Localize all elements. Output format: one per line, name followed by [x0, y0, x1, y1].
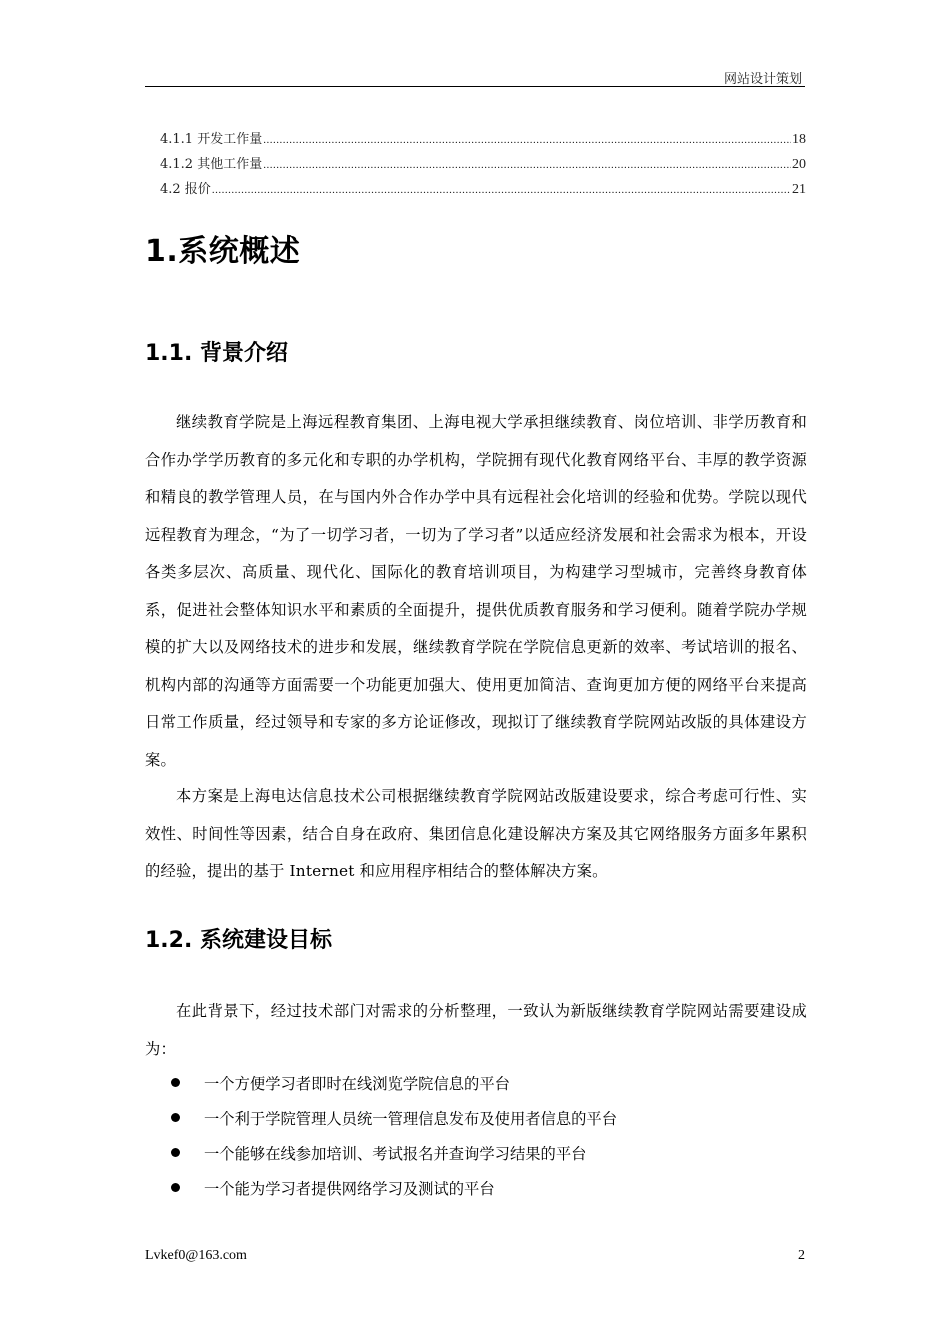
bullet-icon [171, 1183, 180, 1192]
header-rule [145, 86, 805, 87]
bullet-icon [171, 1078, 180, 1087]
table-of-contents [160, 128, 806, 203]
chapter-title: 1.系统概述 [145, 234, 301, 269]
bullet-icon [171, 1113, 180, 1122]
toc-entry-page: 20 [792, 157, 806, 172]
footer-page-number: 2 [798, 1248, 805, 1263]
toc-entry[interactable] [160, 178, 806, 203]
background-paragraph-1: 继续教育学院是上海远程教育集团、上海电视大学承担继续教育、岗位培训、非学历教育和合作办学学历教育的多元化和专职的办学机构，学院拥有现代化教育网络平台、丰厚的教学资源和精良的教学管理人员，在与国内外合作办学中具有远程社会化培训的经验和优势。学院以现代远程教育为理念，“为了一切学习者，一切为了学习者”以适应经济发展和社会需求为根本，开设各类多层次、高质量、现代化、国际化的教育培训项目，为构建学习型城市，完善终身教育体系，促进社会整体知识水平和素质的全面提升，提供优质教育服务和学习便利。随着学院办学规模的扩大以及网络技术的进步和发展，继续教育学院在学院信息更新的效率、考试培训的报名、机构内部的沟通等方面需要一个功能更加强大、使用更加简洁、查询更加方便的网络平台来提高日常工作质量，经过领导和专家的多方论证修改，现拟订了继续教育学院网站改版的具体建设方案。 [145, 413, 807, 769]
toc-entry[interactable] [160, 153, 806, 178]
section-title-background: 1.1. 背景介绍 [145, 341, 288, 366]
list-item [145, 1100, 807, 1135]
goals-list [145, 1065, 807, 1205]
list-item-text: 一个能为学习者提供网络学习及测试的平台 [204, 1179, 495, 1198]
toc-entry-page: 18 [792, 132, 806, 147]
section-title-goals: 1.2. 系统建设目标 [145, 928, 332, 953]
toc-entry-label: 4.1.2 其他工作量 [160, 157, 263, 172]
toc-leader-dots [263, 159, 791, 171]
list-item-text: 一个利于学院管理人员统一管理信息发布及使用者信息的平台 [204, 1109, 618, 1128]
toc-leader-dots [263, 134, 791, 146]
list-item-text: 一个能够在线参加培训、考试报名并查询学习结果的平台 [204, 1144, 587, 1163]
list-item [145, 1065, 807, 1100]
header-title: 网站设计策划 [723, 72, 802, 87]
toc-leader-dots [212, 184, 791, 196]
bullet-icon [171, 1148, 180, 1157]
background-paragraph-2: 本方案是上海电达信息技术公司根据继续教育学院网站改版建设要求，综合考虑可行性、实效性、时间性等因素，结合自身在政府、集团信息化建设解决方案及其它网络服务方面多年累积的经验，提出的基于 Internet 和应用程序相结合的整体解决方案。 [145, 787, 807, 880]
list-item [145, 1170, 807, 1205]
list-item-text: 一个方便学习者即时在线浏览学院信息的平台 [204, 1074, 510, 1093]
toc-entry[interactable] [160, 128, 806, 153]
goals-intro-paragraph: 在此背景下，经过技术部门对需求的分析整理，一致认为新版继续教育学院网站需要建设成为： [145, 1002, 807, 1058]
footer-email: Lvkef0@163.com [145, 1248, 247, 1263]
toc-entry-label: 4.1.1 开发工作量 [160, 132, 263, 147]
toc-entry-page: 21 [792, 182, 806, 197]
list-item [145, 1135, 807, 1170]
toc-entry-label: 4.2 报价 [160, 182, 211, 197]
